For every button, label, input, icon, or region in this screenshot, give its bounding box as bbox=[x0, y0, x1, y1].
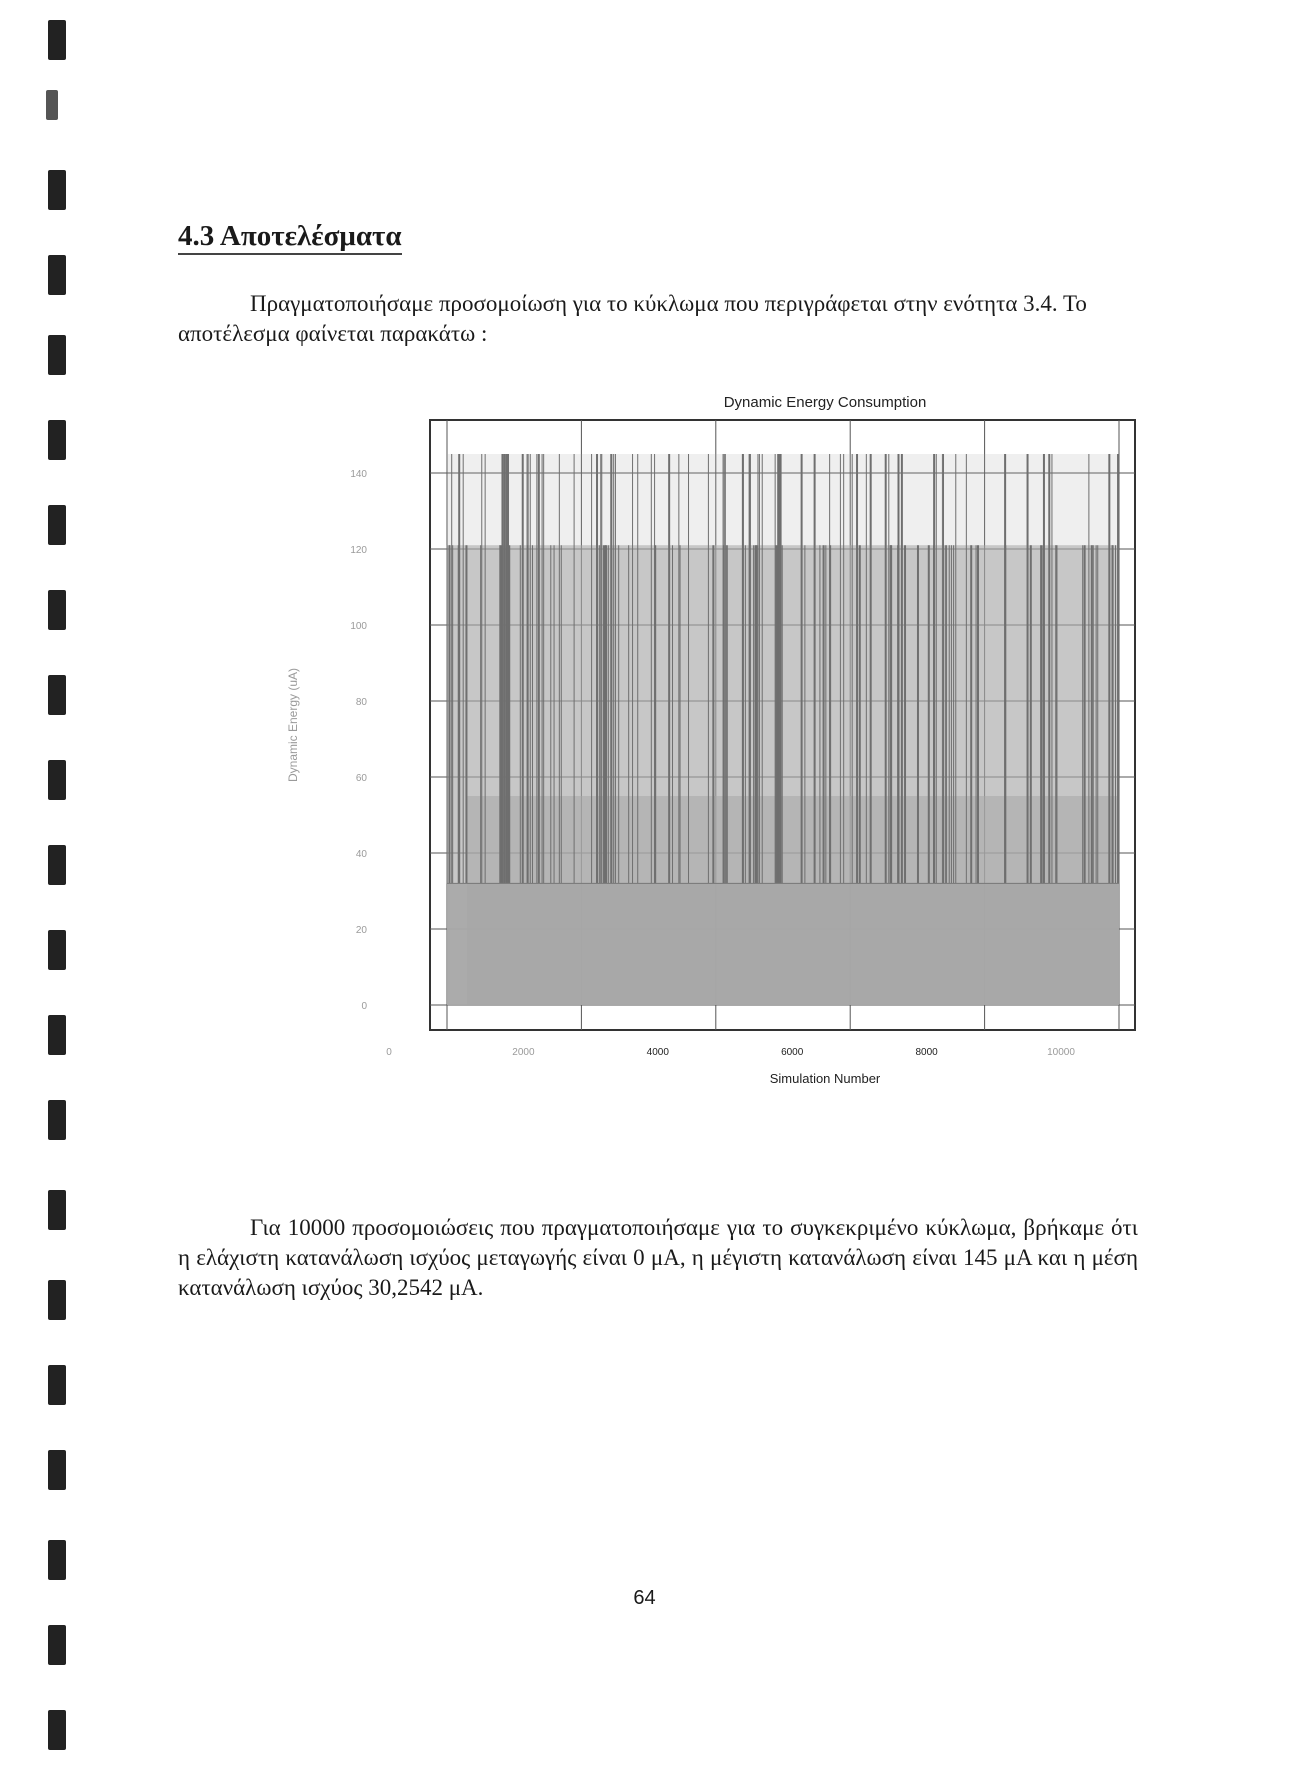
x-tick-label: 4000 bbox=[646, 1047, 669, 1058]
binding-hole bbox=[48, 1280, 66, 1320]
y-tick-label: 140 bbox=[350, 469, 367, 480]
page-number: 64 bbox=[633, 1587, 656, 1609]
energy-chart bbox=[255, 385, 1190, 1105]
x-tick-labels bbox=[386, 1047, 1075, 1058]
chart-bars bbox=[447, 454, 1119, 1005]
binding-hole bbox=[48, 760, 66, 800]
y-tick-label: 20 bbox=[355, 925, 367, 936]
binding-hole bbox=[48, 1100, 66, 1140]
intro-paragraph: Πραγματοποιήσαμε προσομοίωση για το κύκλωμα που περιγράφεται στην ενότητα 3.4. Το αποτέλεσμα φαίνεται παρακάτω : bbox=[178, 291, 1087, 346]
binding-hole bbox=[48, 255, 66, 295]
binding-hole bbox=[48, 420, 66, 460]
binding-hole bbox=[48, 1540, 66, 1580]
binding-hole bbox=[46, 90, 58, 120]
binding-hole bbox=[48, 335, 66, 375]
x-tick-label: 6000 bbox=[781, 1047, 804, 1058]
binding-hole bbox=[48, 1190, 66, 1230]
binding-hole bbox=[48, 1450, 66, 1490]
binding-hole bbox=[48, 590, 66, 630]
binding-hole bbox=[48, 1365, 66, 1405]
energy-chart-svg bbox=[255, 385, 1190, 1105]
x-tick-label: 2000 bbox=[512, 1047, 535, 1058]
binding-hole bbox=[48, 20, 66, 60]
y-tick-label: 60 bbox=[355, 773, 367, 784]
section-heading: 4.3 Αποτελέσματα bbox=[178, 222, 402, 255]
y-tick-label: 120 bbox=[350, 545, 367, 556]
y-tick-label: 100 bbox=[350, 621, 367, 632]
y-axis-label: Dynamic Energy (uA) bbox=[286, 667, 300, 783]
binding-hole bbox=[48, 845, 66, 885]
y-tick-label: 40 bbox=[355, 849, 367, 860]
y-tick-label: 0 bbox=[361, 1001, 367, 1012]
binding-strip bbox=[40, 0, 80, 1790]
binding-hole bbox=[48, 1625, 66, 1665]
x-axis-label: Simulation Number bbox=[769, 1071, 881, 1086]
binding-hole bbox=[48, 930, 66, 970]
binding-hole bbox=[48, 170, 66, 210]
x-tick-label: 0 bbox=[386, 1047, 392, 1058]
binding-hole bbox=[48, 1015, 66, 1055]
x-tick-label: 10000 bbox=[1047, 1047, 1075, 1058]
binding-hole bbox=[48, 675, 66, 715]
y-tick-label: 80 bbox=[355, 697, 367, 708]
y-tick-labels bbox=[350, 469, 367, 1012]
x-tick-label: 8000 bbox=[915, 1047, 938, 1058]
binding-hole bbox=[48, 505, 66, 545]
binding-hole bbox=[48, 1710, 66, 1750]
chart-title: Dynamic Energy Consumption bbox=[723, 394, 927, 411]
summary-paragraph: Για 10000 προσομοιώσεις που πραγματοποιήσαμε για το συγκεκριμένο κύκλωμα, βρήκαμε ότι η ελάχιστη κατανάλωση ισχύος μεταγωγής είναι 0 μA, η μέγιστη κατανάλωση είναι 145 μA και η μέση κατανάλωση ισχύος 30,2542 μA. bbox=[178, 1215, 1138, 1300]
energy-band-145 bbox=[447, 454, 1119, 1005]
